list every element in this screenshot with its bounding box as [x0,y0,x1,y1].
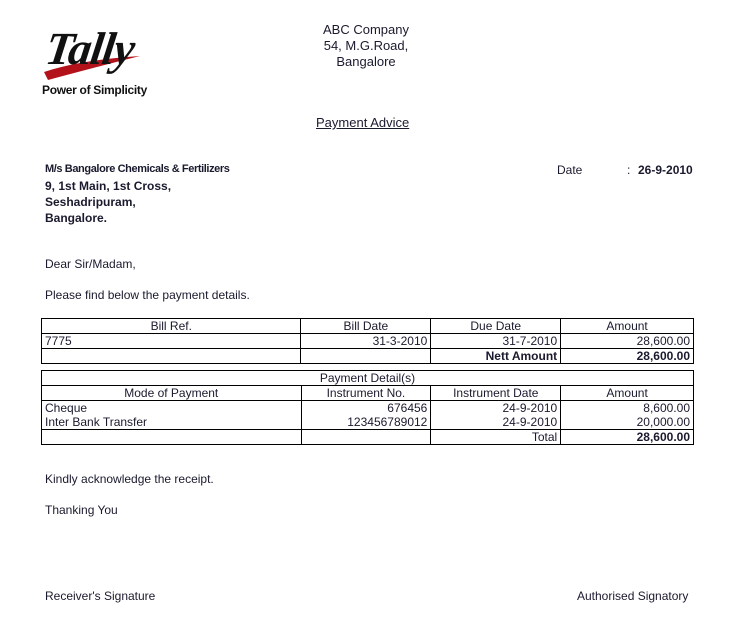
thanking-text: Thanking You [45,503,118,517]
authorised-signatory: Authorised Signatory [577,589,689,603]
bill-table-header [42,319,694,334]
amount-cell: 28,600.00 [561,334,694,349]
document-title: Payment Advice [316,115,410,130]
col-mode: Mode of Payment [42,386,302,401]
salutation: Dear Sir/Madam, [45,257,136,271]
recipient-address-line1: 9, 1st Main, 1st Cross, [45,179,172,193]
instrument-no-cell: 123456789012 [301,415,431,430]
nett-amount-value: 28,600.00 [561,349,694,364]
nett-amount-label: Nett Amount [431,349,561,364]
logo-wordmark: Tally [42,23,138,74]
payment-caption: Payment Detail(s) [42,371,694,386]
bill-ref-cell: 7775 [45,334,72,348]
payment-amount-cell: 20,000.00 [561,415,694,430]
payment-amount-cell: 8,600.00 [561,401,694,416]
instrument-date-cell: 24-9-2010 [431,401,561,416]
date-value: 26-9-2010 [638,163,693,177]
total-value: 28,600.00 [561,430,694,445]
company-city: Bangalore [336,54,396,69]
recipient-address-line2: Seshadripuram, [45,195,136,209]
bill-date-cell: 31-3-2010 [301,334,431,349]
mode-cell: Cheque [45,401,88,415]
col-payment-amount: Amount [561,386,694,401]
col-instrument-no: Instrument No. [301,386,431,401]
date-label: Date [557,163,583,177]
col-due-date: Due Date [431,319,561,334]
col-amount: Amount [561,319,694,334]
recipient-address-line3: Bangalore. [45,211,108,225]
company-name: ABC Company [323,22,409,37]
instrument-no-cell: 676456 [301,401,431,416]
col-bill-ref: Bill Ref. [42,319,301,334]
receiver-signature: Receiver's Signature [45,589,156,603]
payment-caption-row [42,371,694,386]
company-address: 54, M.G.Road, [323,38,409,53]
payment-table [41,370,694,445]
table-row [42,415,694,430]
total-row [42,430,694,445]
company-header [246,22,486,70]
acknowledge-text: Kindly acknowledge the receipt. [45,472,214,486]
instrument-date-cell: 24-9-2010 [431,415,561,430]
payment-table-header [42,386,694,401]
intro-text: Please find below the payment details. [45,288,250,302]
col-instrument-date: Instrument Date [431,386,561,401]
total-label: Total [431,430,561,445]
mode-cell: Inter Bank Transfer [45,415,148,429]
nett-amount-row [42,349,694,364]
bill-table [41,318,694,364]
logo-tagline: Power of Simplicity [42,83,147,97]
table-row [42,401,694,416]
table-row [42,334,694,349]
date-separator: : [627,163,631,177]
recipient-name: M/s Bangalore Chemicals & Fertilizers [45,163,230,175]
tally-logo [40,14,150,98]
col-bill-date: Bill Date [301,319,431,334]
due-date-cell: 31-7-2010 [431,334,561,349]
